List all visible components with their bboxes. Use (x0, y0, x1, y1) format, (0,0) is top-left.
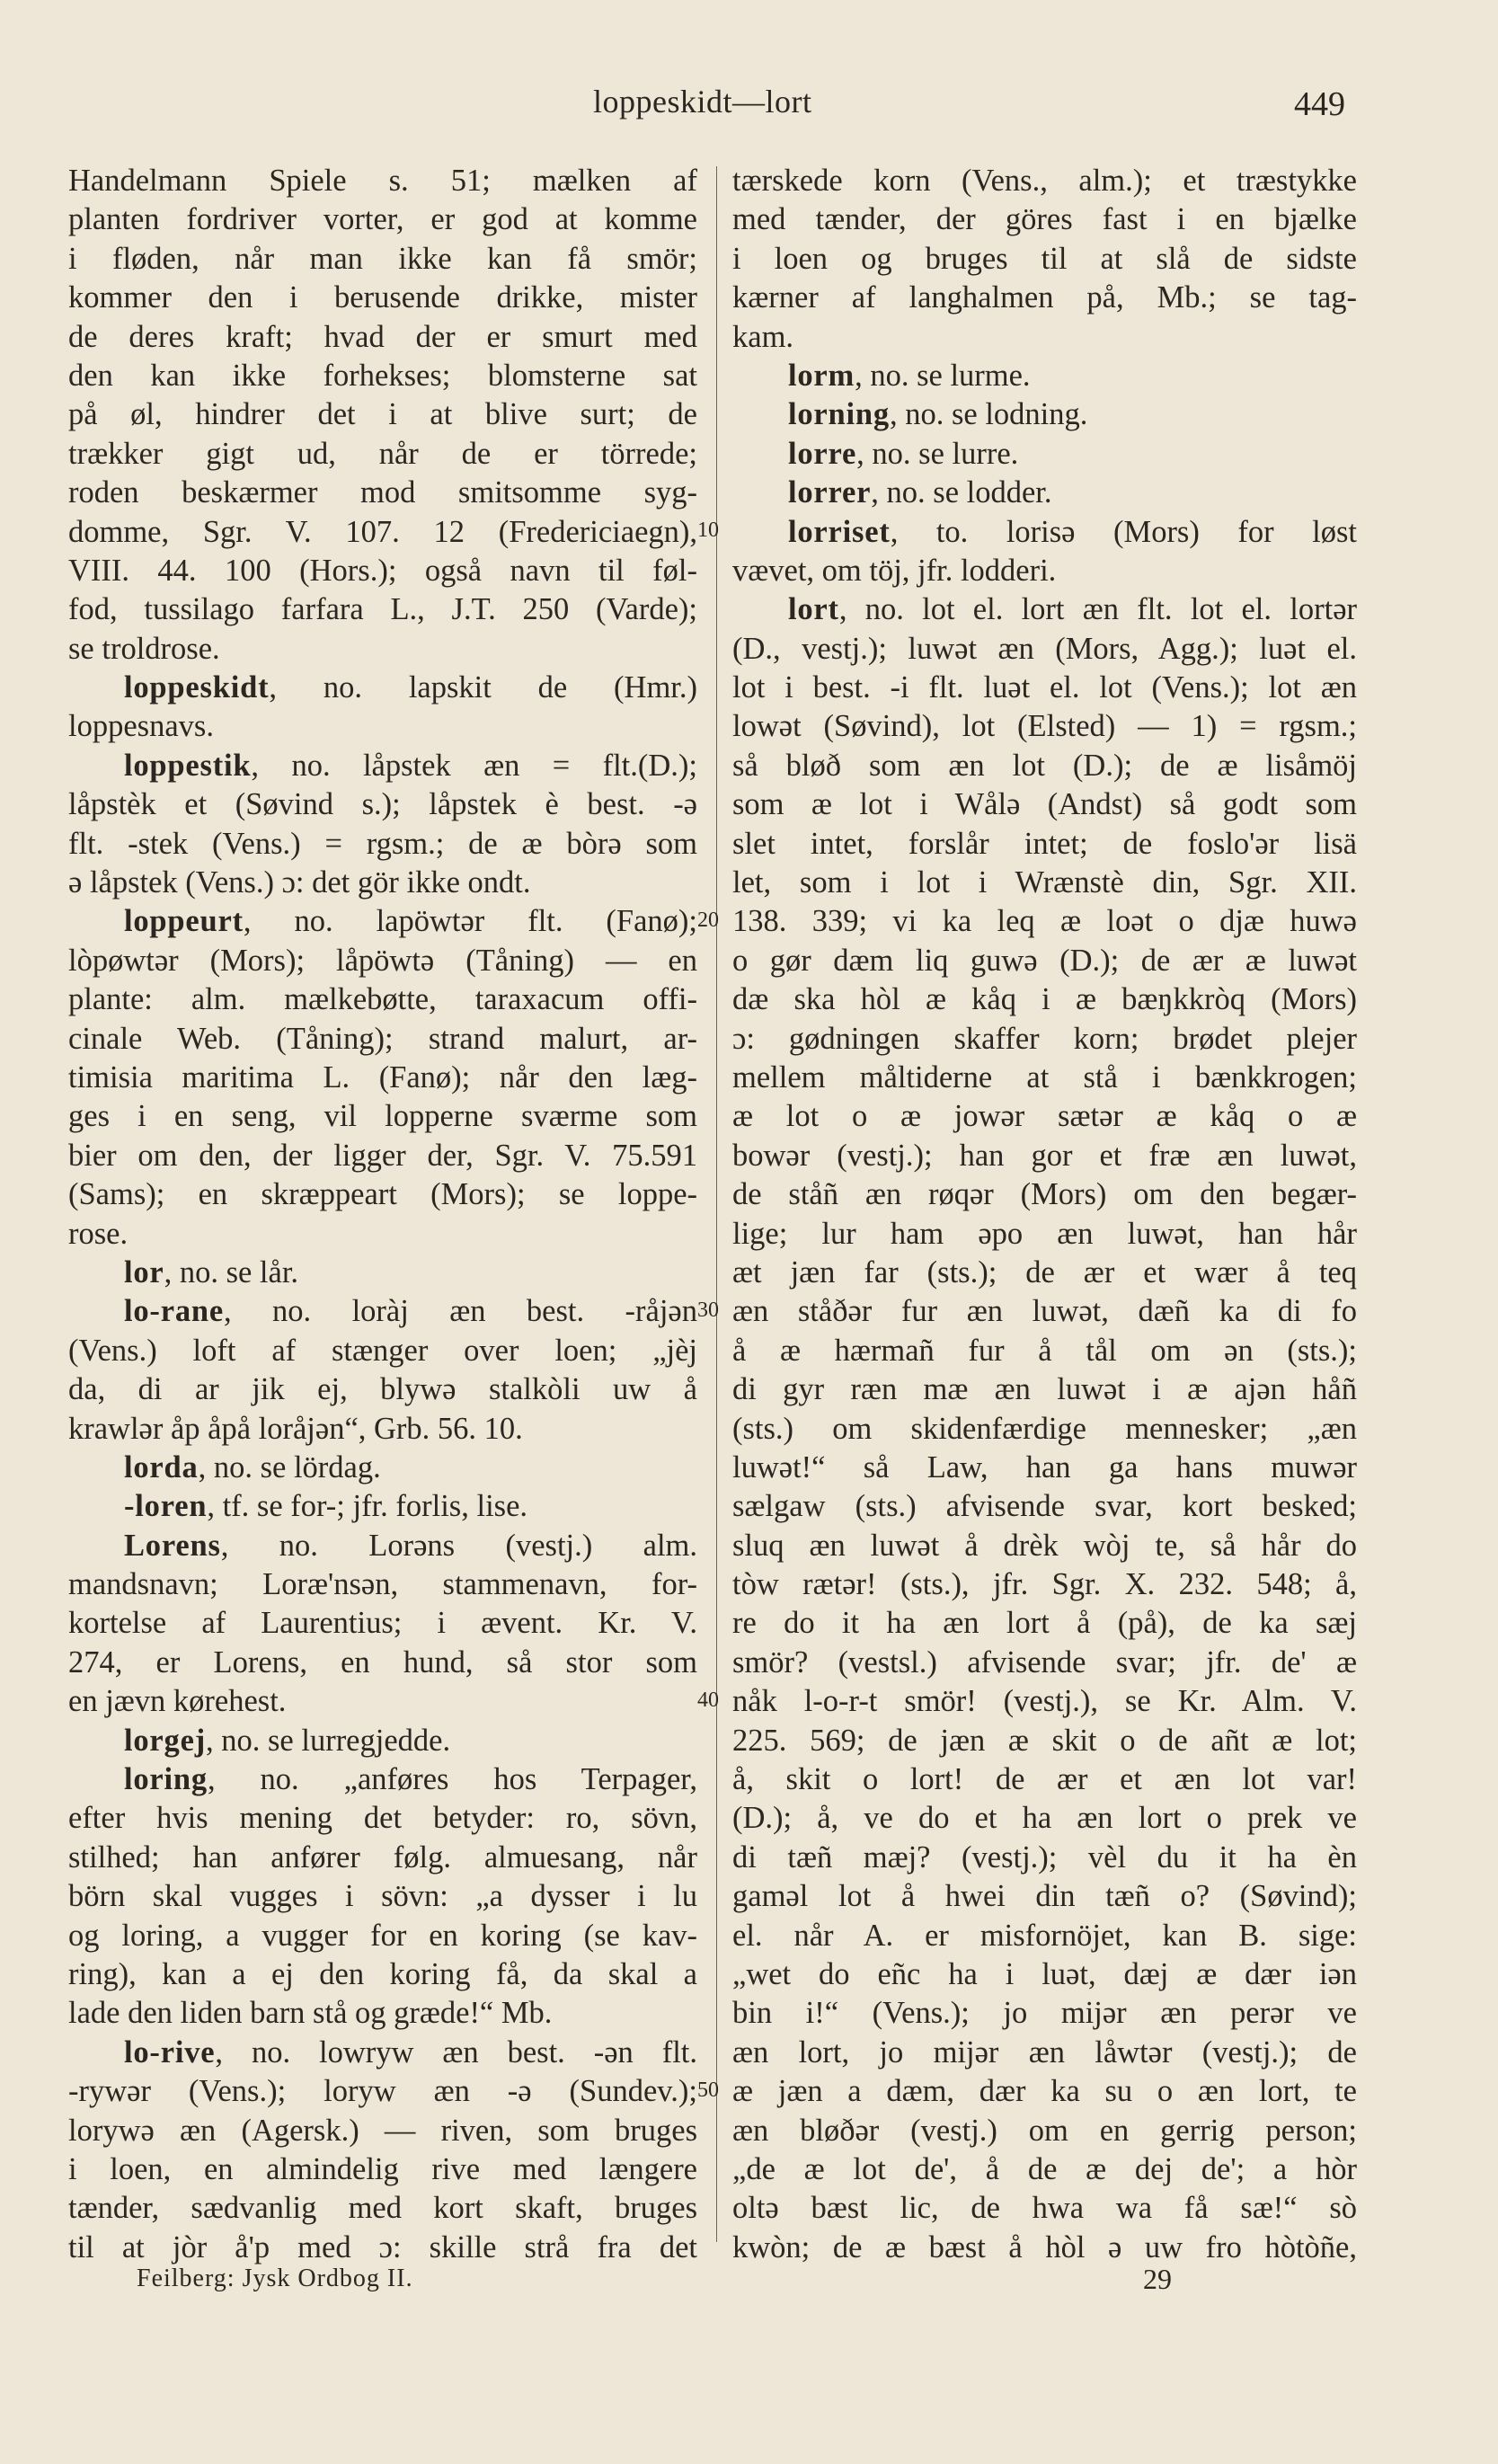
header-title: loppeskidt—lort (593, 84, 812, 120)
left-column-line: se troldrose. (68, 631, 220, 666)
line-number-50: 50 (697, 2078, 719, 2102)
left-column-line: ges i en seng, vil lopperne sværme som (68, 1099, 697, 1134)
right-column-line: lorre, no. se lurre. (788, 436, 1019, 471)
line-number-10: 10 (697, 519, 719, 542)
right-column-line: nåk l-o-r-t smör! (vestj.), se Kr. Alm. V. (732, 1684, 1357, 1719)
right-column-line: æn lort, jo mijər æn låwtər (vestj.); de (732, 2034, 1357, 2070)
left-column-line: en jævn kørehest. (68, 1684, 287, 1719)
line-number-20: 20 (697, 908, 719, 932)
line-number-30: 30 (697, 1298, 719, 1322)
left-column-line: fod, tussilago farfara L., J.T. 250 (Varde); (68, 592, 697, 627)
left-column-line: loring, no. „anføres hos Terpager, (124, 1762, 697, 1797)
right-column-line: let, som i lot i Wrænstè din, Sgr. XII. (732, 865, 1357, 900)
left-column-line: lo-rive, no. lowryw æn best. -ən flt. (124, 2034, 697, 2070)
right-column-line: lowət (Søvind), lot (Elsted) — 1) = rgsm.; (732, 709, 1357, 744)
left-column-line: ə låpstek (Vens.) ɔ: det gör ikke ondt. (68, 865, 531, 900)
left-column-line: til at jòr å'p med ɔ: skille strå fra det (68, 2229, 697, 2265)
left-column-line: Handelmann Spiele s. 51; mælken af (68, 164, 697, 198)
right-column-line: tòw rætər! (sts.), jfr. Sgr. X. 232. 548; å, (732, 1567, 1357, 1602)
right-column-line: el. når A. er misfornöjet, kan B. sige: (732, 1918, 1357, 1953)
right-column-line: mellem måltiderne at stå i bænkkrogen; (732, 1059, 1357, 1095)
right-column-line: så bløð som æn lot (D.); de æ lisåmöj (732, 748, 1357, 783)
left-column-line: krawlər åp åpå loråjən“, Grb. 56. 10. (68, 1411, 523, 1446)
right-column-line: å, skit o lort! de ær et æn lot var! (732, 1762, 1357, 1797)
left-column-line: i loen, en almindelig rive med længere (68, 2151, 697, 2186)
footer-source: Feilberg: Jysk Ordbog II. (137, 2265, 413, 2292)
right-column-line: vævet, om töj, jfr. lodderi. (732, 553, 1057, 588)
right-column-line: lorriset, to. lorisə (Mors) for løst (788, 514, 1357, 549)
left-column-line: og loring, a vugger for en koring (se kav- (68, 1918, 697, 1953)
left-column-line: rose. (68, 1216, 129, 1251)
left-column-line: kortelse af Laurentius; i ævent. Kr. V. (68, 1606, 697, 1641)
left-column-line: (Vens.) loft af stænger over loen; „jèj (68, 1333, 697, 1368)
left-column-line: på øl, hindrer det i at blive surt; de (68, 397, 697, 432)
right-column-line: ɔ: gødningen skaffer korn; brødet plejer (732, 1021, 1357, 1056)
left-column-line: Lorens, no. Lorəns (vestj.) alm. (124, 1528, 697, 1563)
left-column-line: lòpøwtər (Mors); låpöwtə (Tåning) — en (68, 943, 697, 978)
right-column-line: di tæñ mæj? (vestj.); vèl du it ha èn (732, 1839, 1357, 1875)
left-column-line: lo-rane, no. loràj æn best. -råjən (124, 1294, 697, 1329)
left-column-line: -rywər (Vens.); loryw æn -ə (Sundev.); (68, 2074, 697, 2109)
right-column-line: (sts.) om skidenfærdige mennesker; „æn (732, 1411, 1357, 1446)
right-column-line: slet intet, forslår intet; de foslo'ər lisä (732, 826, 1357, 861)
left-column-line: låpstèk et (Søvind s.); låpstek è best. -ə (68, 787, 697, 822)
right-column-line: oltə bæst lic, de hwa wa få sæ!“ sò (732, 2191, 1357, 2226)
right-column-line: (D., vestj.); luwət æn (Mors, Agg.); luət el. (732, 631, 1357, 666)
right-column-line: lorm, no. se lurme. (788, 358, 1031, 393)
right-column-line: 225. 569; de jæn æ skit o de añt æ lot; (732, 1723, 1357, 1758)
left-column-line: loppeurt, no. lapöwtər flt. (Fanø); (124, 904, 697, 939)
left-column-line: efter hvis mening det betyder: ro, sövn, (68, 1801, 697, 1836)
signature-mark: 29 (1143, 2263, 1172, 2295)
left-column-line: tænder, sædvanlig med kort skaft, bruges (68, 2191, 697, 2226)
left-column-line: plante: alm. mælkebøtte, taraxacum offi- (68, 982, 697, 1017)
right-column-line: kwòn; de æ bæst å hòl ə uw fro hòtòñe, (732, 2229, 1357, 2265)
right-column-line: lorrer, no. se lodder. (788, 475, 1052, 510)
right-column-line: „de æ lot de', å de æ dej de'; a hòr (732, 2151, 1357, 2186)
column-divider (716, 166, 717, 2242)
right-column (732, 162, 1357, 2267)
page-number: 449 (1294, 85, 1345, 123)
right-column-line: di gyr ræn mæ æn luwət i æ ajən håñ (732, 1372, 1357, 1407)
right-column-line: lorning, no. se lodning. (788, 397, 1088, 432)
left-column-line: (Sams); en skræppeart (Mors); se loppe- (68, 1177, 697, 1212)
right-column-line: bowər (vestj.); han gor et fræ æn luwət, (732, 1138, 1357, 1173)
right-column-line: (D.); å, ve do et ha æn lort o prek ve (732, 1801, 1357, 1836)
right-column-line: o gør dæm liq guwə (D.); de ær æ luwət (732, 943, 1357, 978)
right-column-line: i loen og bruges til at slå de sidste (732, 241, 1357, 276)
left-column-line: börn skal vugges i sövn: „a dysser i lu (68, 1879, 697, 1914)
left-column-line: lorda, no. se lördag. (124, 1449, 381, 1485)
right-column-line: tærskede korn (Vens., alm.); et træstykke (732, 164, 1357, 198)
right-column-line: kærner af langhalmen på, Mb.; se tag- (732, 280, 1357, 315)
right-column-line: luwət!“ så Law, han ga hans muwər (732, 1449, 1357, 1485)
right-column-line: „wet do eñc ha i luət, dæj æ dær iən (732, 1956, 1357, 1991)
left-column-line: trækker gigt ud, når de er törrede; (68, 436, 697, 471)
right-column-line: med tænder, der göres fast i en bjælke (732, 202, 1357, 237)
left-column-line: loppesnavs. (68, 709, 214, 744)
left-column-line: lor, no. se lår. (124, 1254, 299, 1290)
left-column-line: den kan ikke forhekses; blomsterne sat (68, 358, 697, 393)
left-column-line: loppeskidt, no. lapskit de (Hmr.) (124, 670, 697, 705)
left-column-line: kommer den i berusende drikke, mister (68, 280, 697, 315)
left-column-line: flt. -stek (Vens.) = rgsm.; de æ bòrə som (68, 826, 697, 861)
right-column-line: lige; lur ham əpo æn luwət, han hår (732, 1216, 1357, 1251)
left-column-line: planten fordriver vorter, er god at komme (68, 202, 697, 237)
running-header (0, 83, 1498, 128)
left-column-line: timisia maritima L. (Fanø); når den læg- (68, 1059, 697, 1095)
right-column-line: som æ lot i Wålə (Andst) så godt som (732, 787, 1357, 822)
right-column-line: re do it ha æn lort å (på), de ka sæj (732, 1606, 1357, 1641)
left-column-line: lorgej, no. se lurregjedde. (124, 1723, 451, 1758)
right-column-line: 138. 339; vi ka leq æ loət o djæ huwə (732, 904, 1357, 939)
left-column-line: -loren, tf. se for-; jfr. forlis, lise. (124, 1489, 528, 1524)
left-column-line: de deres kraft; hvad der er smurt med (68, 319, 697, 354)
left-column-line: cinale Web. (Tåning); strand malurt, ar- (68, 1021, 697, 1056)
right-column-line: bin i!“ (Vens.); jo mijər æn perər ve (732, 1996, 1357, 2031)
right-column-line: lot i best. -i flt. luət el. lot (Vens.); lot æn (732, 670, 1357, 705)
right-column-line: æn bløðər (vestj.) om en gerrig person; (732, 2113, 1357, 2148)
left-column-line: 274, er Lorens, en hund, så stor som (68, 1644, 697, 1680)
right-column-line: æt jæn far (sts.); de ær et wær å teq (732, 1254, 1357, 1290)
right-column-line: æ lot o æ jowər sætər æ kåq o æ (732, 1099, 1357, 1134)
right-column-line: smör? (vestsl.) afvisende svar; jfr. de' æ (732, 1644, 1357, 1680)
left-column (68, 162, 697, 2267)
left-column-line: bier om den, der ligger der, Sgr. V. 75.591 (68, 1138, 697, 1173)
right-column-line: dæ ska hòl æ kåq i æ bæŋkkròq (Mors) (732, 982, 1357, 1017)
left-column-line: mandsnavn; Loræ'nsən, stammenavn, for- (68, 1567, 697, 1602)
right-column-line: de ståñ æn røqər (Mors) om den begær- (732, 1177, 1357, 1212)
right-column-line: å æ hærmañ fur å tål om ən (sts.); (732, 1333, 1357, 1368)
right-column-line: lort, no. lot el. lort æn flt. lot el. lortər (788, 592, 1357, 627)
right-column-line: sælgaw (sts.) afvisende svar, kort besked; (732, 1489, 1357, 1524)
left-column-line: lorywə æn (Agersk.) — riven, som bruges (68, 2113, 697, 2148)
left-column-line: VIII. 44. 100 (Hors.); også navn til føl- (68, 553, 697, 588)
right-column-line: kam. (732, 319, 794, 354)
left-column-line: ring), kan a ej den koring få, da skal a (68, 1956, 697, 1991)
right-column-line: æ jæn a dæm, dær ka su o æn lort, te (732, 2074, 1357, 2109)
line-number-40: 40 (697, 1688, 719, 1712)
left-column-line: domme, Sgr. V. 107. 12 (Fredericiaegn), (68, 514, 697, 549)
left-column-line: da, di ar jik ej, blywə stalkòli uw å (68, 1372, 697, 1407)
left-column-line: loppestik, no. låpstek æn = flt.(D.); (124, 748, 697, 783)
right-column-line: æn ståðər fur æn luwət, dæñ ka di fo (732, 1294, 1357, 1329)
left-column-line: lade den liden barn stå og græde!“ Mb. (68, 1996, 553, 2031)
left-column-line: roden beskærmer mod smitsomme syg- (68, 475, 697, 510)
right-column-line: gaməl lot å hwei din tæñ o? (Søvind); (732, 1879, 1357, 1914)
left-column-line: stilhed; han anfører følg. almuesang, når (68, 1839, 697, 1875)
right-column-line: sluq æn luwət å drèk wòj te, så hår do (732, 1528, 1357, 1563)
left-column-line: i fløden, når man ikke kan få smör; (68, 241, 697, 276)
